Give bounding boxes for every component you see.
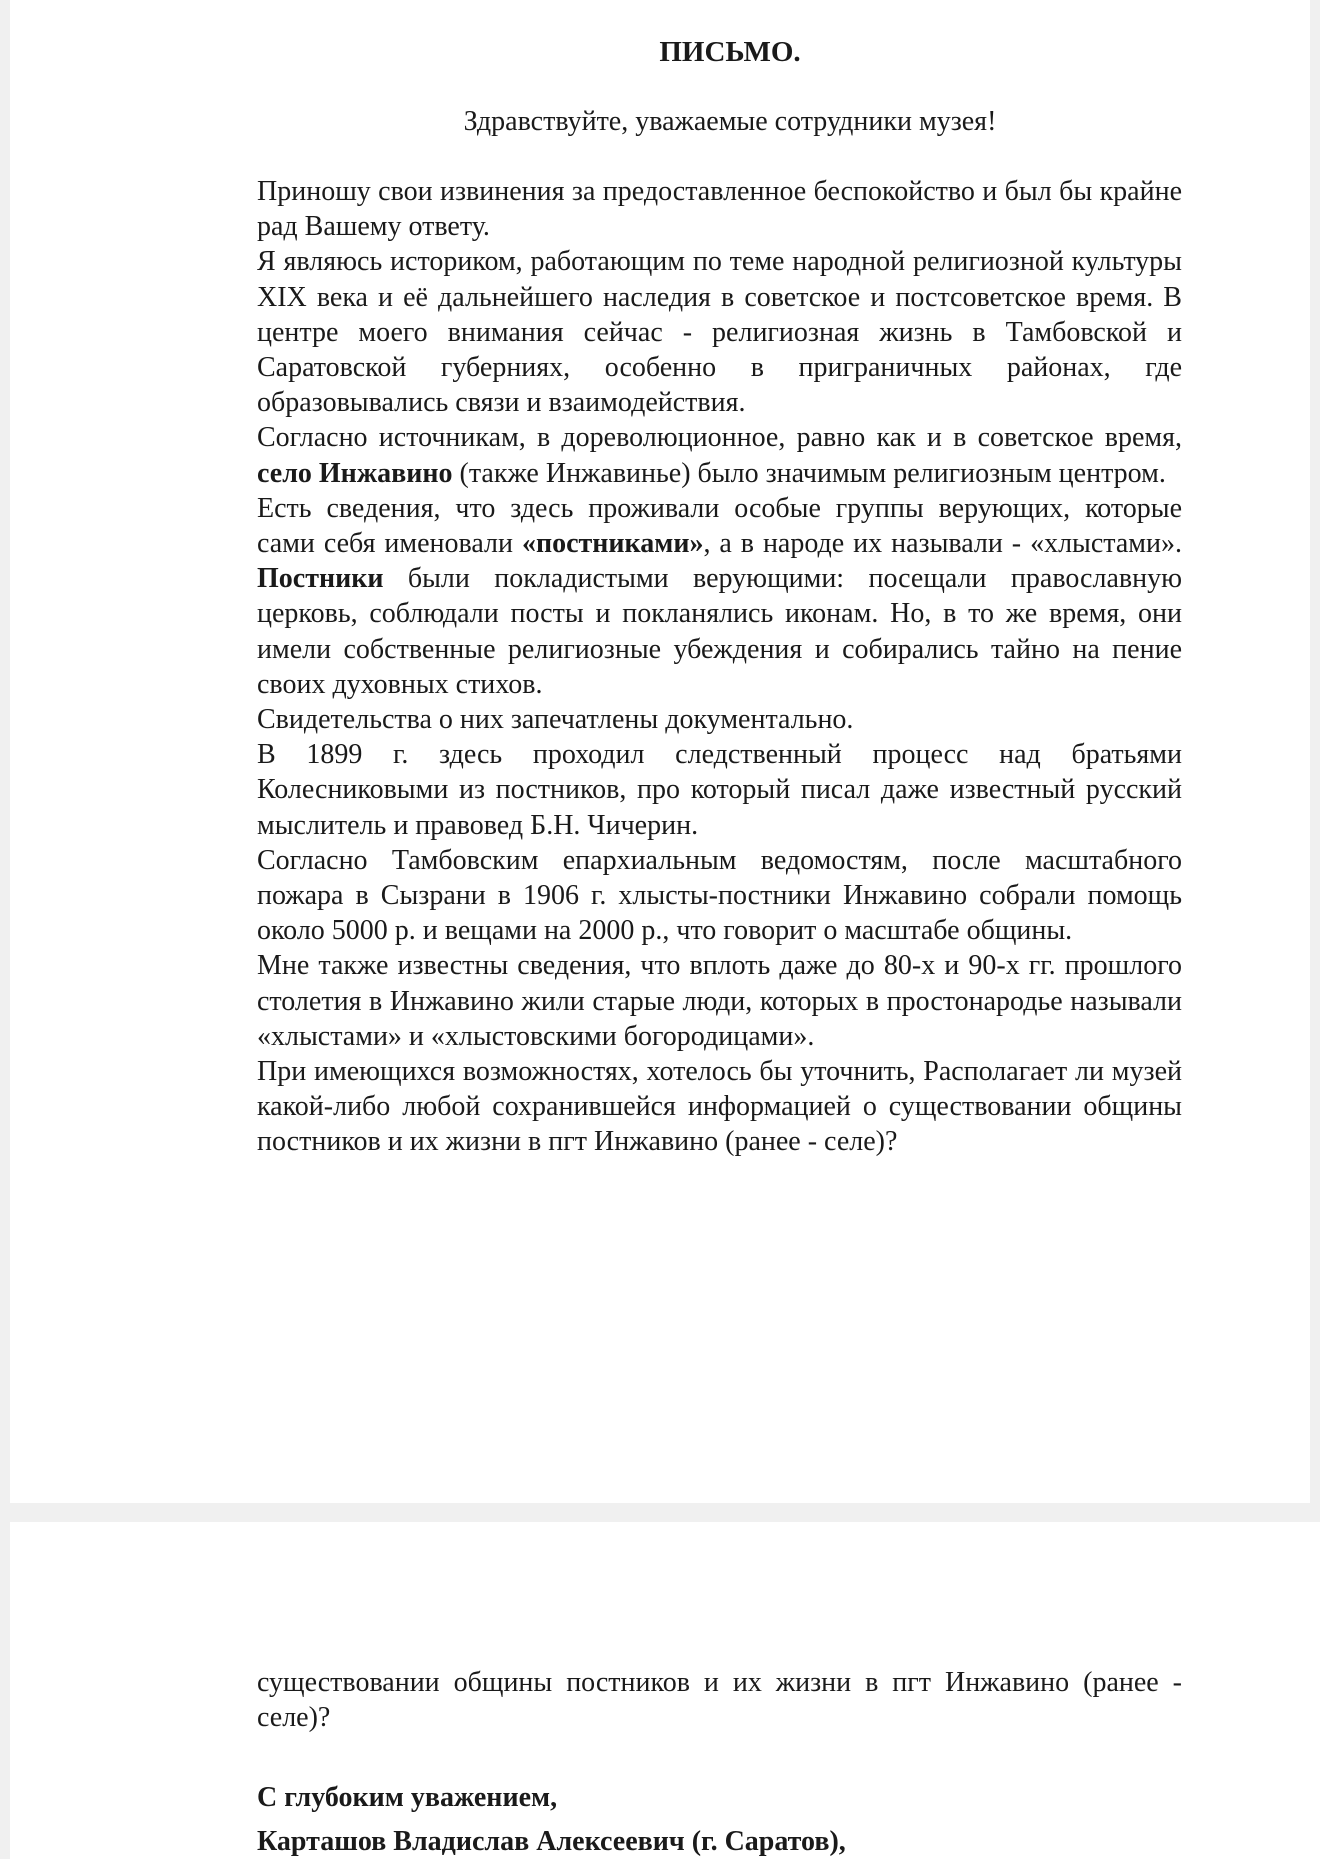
paragraph-text: (также Инжавинье) было значимым религиозным центром. bbox=[452, 457, 1166, 489]
paragraph-text: , а в народе их называли - «хлыстами». bbox=[703, 528, 1183, 560]
letter-title: ПИСЬМО. bbox=[659, 36, 801, 68]
letter-body bbox=[257, 174, 1182, 1160]
letter-closing bbox=[257, 1776, 846, 1859]
paragraph-text: были покладистыми верующими: посещали православную церковь, соблюдали посты и покланялись иконам. Но, в то же время, они имели собственные религиозные убеждения и собирались тайно на пение своих духовных стихов. bbox=[257, 563, 1182, 700]
continuation-body bbox=[257, 1665, 1182, 1735]
postniki-term-bold: «постниками» bbox=[521, 528, 704, 560]
paragraph-apology: Приношу свои извинения за предоставленное беспокойство и был бы крайне рад Вашему ответу. bbox=[257, 176, 1182, 243]
village-name-bold: село Инжавино bbox=[257, 457, 453, 489]
letter-page-2 bbox=[10, 1522, 1320, 1859]
paragraph-evidence: Свидетельства о них запечатлены документально. bbox=[257, 704, 854, 736]
letter-greeting: Здравствуйте, уважаемые сотрудники музея! bbox=[463, 106, 997, 137]
paragraph-later-times: Мне также известны сведения, что вплоть даже до 80-х и 90-х гг. прошлого столетия в Инжавино жили старые люди, которых в простонародье называли «хлыстами» и «хлыстовскими богородицами». bbox=[257, 950, 1182, 1052]
signature-name: Карташов Владислав Алексеевич (г. Саратов), bbox=[257, 1826, 846, 1857]
paragraph-trial: В 1899 г. здесь проходил следственный процесс над братьями Колесниковыми из постников, про который писал даже известный русский мыслитель и правовед Б.Н. Чичерин. bbox=[257, 739, 1182, 841]
paragraph-introduction: Я являюсь историком, работающим по теме народной религиозной культуры XIX века и её дальнейшего наследия в советское и постсоветское время. В центре моего внимания сейчас - религиозная жизнь в Тамбовской и Саратовской губерниях, особенно в приграничных районах, где образовывались связи и взаимодействия. bbox=[257, 246, 1182, 419]
paragraph-text: Согласно источникам, в дореволюционное, равно как и в советское время, bbox=[257, 422, 1182, 454]
letter-page-1 bbox=[10, 0, 1310, 1503]
paragraph-syzran-fire: Согласно Тамбовским епархиальным ведомостям, после масштабного пожара в Сызрани в 1906 г. хлысты-постники Инжавино собрали помощь около 5000 р. и вещами на 2000 р., что говорит о масштабе общины. bbox=[257, 844, 1182, 947]
closing-salutation: С глубоким уважением, bbox=[257, 1782, 558, 1813]
paragraph-postniki bbox=[257, 491, 1182, 702]
postniki-word-bold: Постники bbox=[257, 563, 384, 595]
paragraph-question: При имеющихся возможностях, хотелось бы уточнить, Располагает ли музей какой-либо любой сохранившейся информацией о существовании общины постников и их жизни в пгт Инжавино (ранее - селе)? bbox=[257, 1056, 1182, 1158]
paragraph-question-continued: существовании общины постников и их жизни в пгт Инжавино (ранее - селе)? bbox=[257, 1667, 1182, 1734]
paragraph-religious-center bbox=[257, 420, 1182, 490]
paragraph-text: Есть сведения, что здесь проживали особые группы верующих, которые сами себя именовали bbox=[257, 492, 1182, 560]
